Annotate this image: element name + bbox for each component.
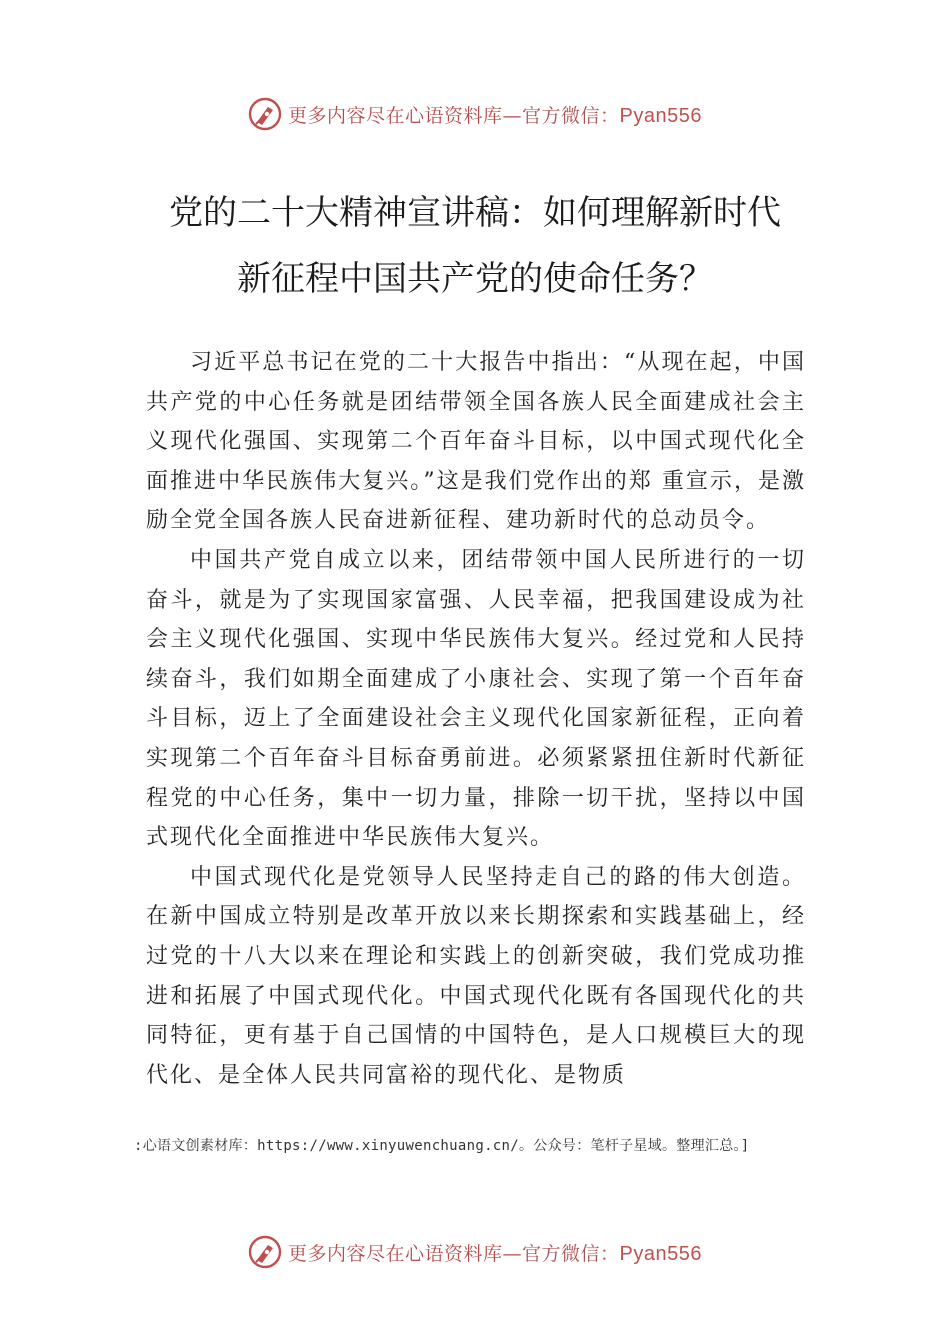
title-line-2: 新征程中国共产党的使命任务？ [237, 259, 713, 299]
paragraph-1: 习近平总书记在党的二十大报告中指出：“从现在起，中国共产党的中心任务就是团结带领全国各族人民全面建成社会主义现代化强国、实现第二个百年奋斗目标，以中国式现代化全面推进中华民族伟大复兴。”这是我们党作出的郑 重宣示，是激励全党全国各族人民奋进新征程、建功新时代的总动员令。 [146, 350, 806, 534]
header-banner [0, 94, 950, 134]
article-body [146, 343, 806, 1095]
banner-text: 更多内容尽在心语资料库—官方微信：Pyan556 [288, 1242, 702, 1265]
pen-nib-icon [248, 97, 282, 131]
pen-nib-icon [248, 1235, 282, 1269]
paragraph-2: 中国共产党自成立以来，团结带领中国人民所进行的一切奋斗，就是为了实现国家富强、人民幸福，把我国建设成为社会主义现代化强国、实现中华民族伟大复兴。经过党和人民持续奋斗，我们如期全面建成了小康社会、实现了第一个百年奋斗目标，迈上了全面建设社会主义现代化国家新征程，正向着实现第二个百年奋斗目标奋勇前进。必须紧紧扭住新时代新征程党的中心任务，集中一切力量，排除一切干扰，坚持以中国式现代化全面推进中华民族伟大复兴。 [146, 547, 806, 851]
source-footnote: :心语文创素材库：https://www.xinyuwenchuang.cn/。公众号：笔杆子星域。整理汇总。] [134, 1138, 750, 1154]
title-line-1: 党的二十大精神宣讲稿：如何理解新时代 [169, 193, 781, 233]
paragraph-3: 中国式现代化是党领导人民坚持走自己的路的伟大创造。在新中国成立特别是改革开放以来长期探索和实践基础上，经过党的十八大以来在理论和实践上的创新突破，我们党成功推进和拓展了中国式现代化。中国式现代化既有各国现代化的共同特征，更有基于自己国情的中国特色，是人口规模巨大的现代化、是全体人民共同富裕的现代化、是物质 [146, 864, 806, 1088]
footer-banner [0, 1232, 950, 1272]
page-title [0, 180, 950, 312]
banner-text: 更多内容尽在心语资料库—官方微信：Pyan556 [288, 104, 702, 127]
